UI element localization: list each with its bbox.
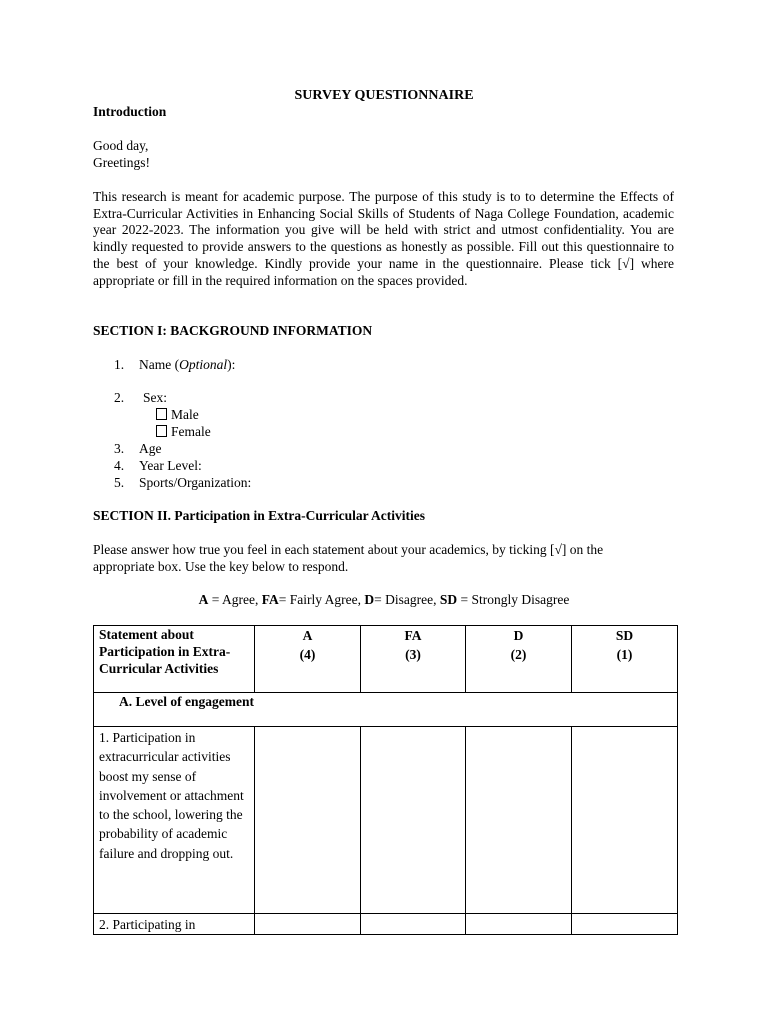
answer-cell-agree[interactable] [255,727,361,914]
year-level-label: Year Level: [139,458,202,473]
statement-cell: 1. Participation in extracurricular activities boost my sense of involvement or attachment to the school, lowering the probability of academic failure and dropping out. [94,727,255,914]
answer-cell-strongly-disagree[interactable] [572,727,678,914]
answer-cell-fairly-agree[interactable] [361,727,466,914]
statement-header: Statement about Participation in Extra-Curricular Activities [94,626,255,693]
participation-table [93,625,678,935]
table-row [94,727,678,914]
section2-heading: SECTION II. Participation in Extra-Curricular Activities [93,508,425,523]
intro-paragraph: This research is meant for academic purpose. The purpose of this study is to to determine the Effects of Extra-Curricular Activities in Enhancing Social Skills of Students of Naga College Foundation, academic year 2022-2023. The information you give will be held with strict and utmost confidentiality. You are kindly requested to provide answers to the questions as honestly as possible. Fill out this questionnaire to the best of your knowledge. Kindly provide your name in the questionnaire. Please tick [√] where appropriate or fill in the required information on the spaces provided. [93,189,674,288]
answer-cell-disagree[interactable] [466,727,572,914]
checkbox-icon[interactable] [156,425,167,437]
male-option[interactable]: Male [156,407,199,424]
item-number: 1. [114,357,125,372]
greeting-line-1: Good day, [93,138,149,153]
survey-title: SURVEY QUESTIONNAIRE [294,88,474,103]
column-header-strongly-disagree: SD (1) [572,626,678,693]
column-header-disagree: D (2) [466,626,572,693]
column-header-fairly-agree: FA (3) [361,626,466,693]
item-number: 4. [114,458,125,473]
column-header-agree: A (4) [255,626,361,693]
sex-label: Sex: [143,390,168,405]
answer-cell-agree[interactable] [255,914,361,935]
sports-organization-label: Sports/Organization: [139,475,252,490]
statement-cell: 2. Participating in [94,914,255,935]
answer-cell-strongly-disagree[interactable] [572,914,678,935]
age-label: Age [139,441,162,456]
item-number: 3. [114,441,125,456]
item-number: 5. [114,475,125,490]
subsection-label: A. Level of engagement [94,693,678,727]
introduction-heading: Introduction [93,104,167,119]
greeting-line-2: Greetings! [93,155,150,170]
item-number: 2. [114,390,125,405]
checkbox-icon[interactable] [156,408,167,420]
section1-heading: SECTION I: BACKGROUND INFORMATION [93,323,373,338]
answer-cell-disagree[interactable] [466,914,572,935]
subsection-row [94,693,678,727]
table-row [94,914,678,935]
answer-cell-fairly-agree[interactable] [361,914,466,935]
female-option[interactable]: Female [156,424,211,441]
name-label: Name (Optional): [139,357,236,372]
response-key: A = Agree, FA= Fairly Agree, D= Disagree, SD = Strongly Disagree [198,592,570,607]
table-header-row [94,626,678,693]
section2-instructions: Please answer how true you feel in each statement about your academics, by ticking [√] on the appropriate box. Use the key below to respond. [93,542,604,574]
